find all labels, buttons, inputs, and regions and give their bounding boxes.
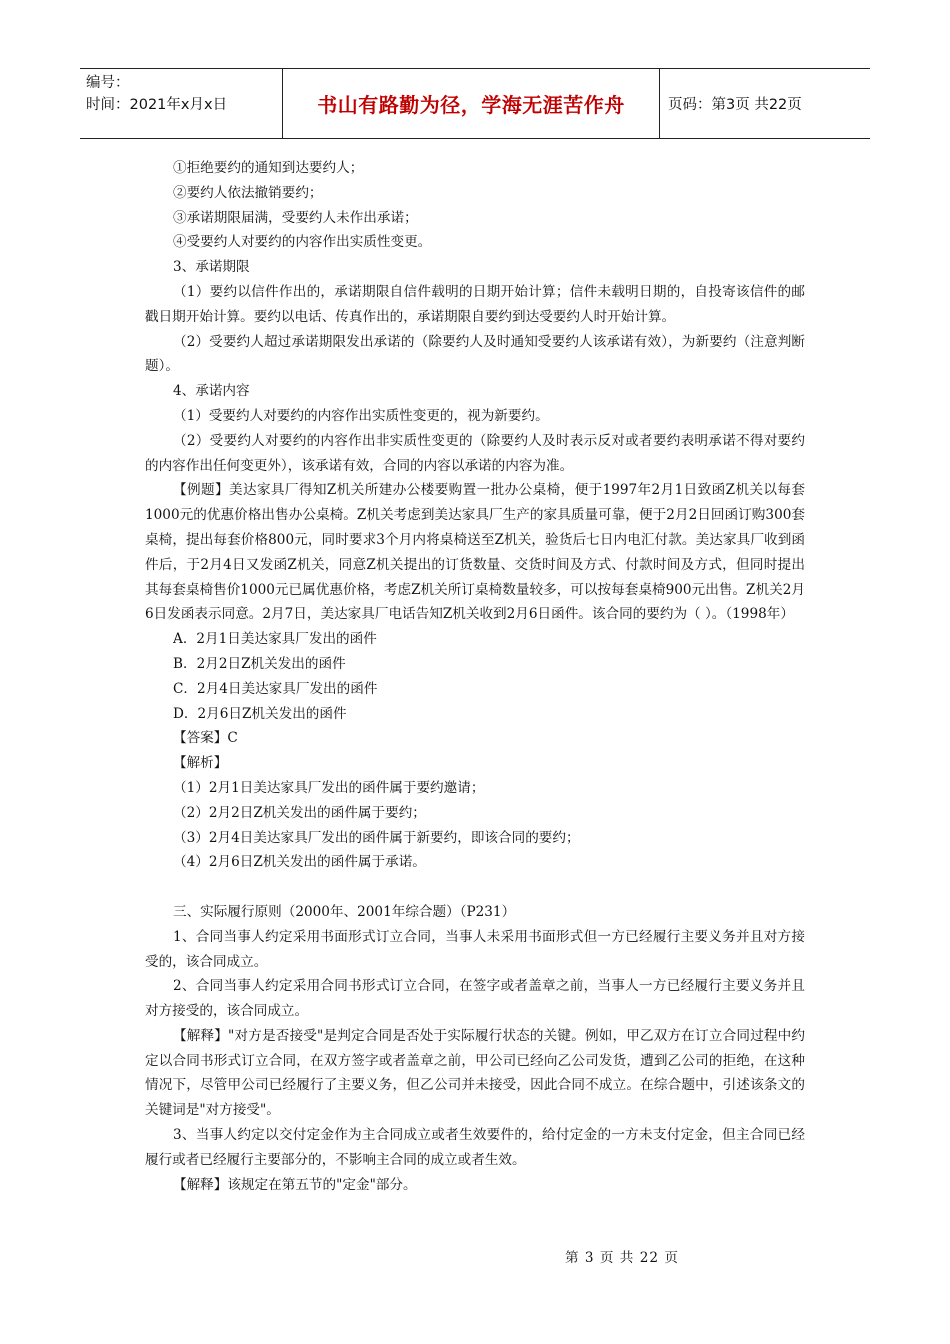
paragraph: 1、合同当事人约定采用书面形式订立合同，当事人未采用书面形式但一方已经履行主要义务并且对方接受的，该合同成立。	[145, 928, 805, 970]
document-body	[145, 156, 805, 1197]
page-footer: 第 3 页 共 22 页	[565, 1250, 679, 1266]
section-heading: 4、承诺内容	[173, 383, 250, 400]
option-b: B．2月2日Z机关发出的函件	[173, 655, 346, 672]
paragraph: ④受要约人对要约的内容作出实质性变更。	[173, 234, 432, 251]
header-meta	[80, 69, 283, 138]
option-a: A．2月1日美达家具厂发出的函件	[173, 631, 377, 648]
paragraph: ②要约人依法撤销要约；	[173, 184, 323, 201]
paragraph: ①拒绝要约的通知到达要约人；	[173, 160, 364, 176]
explanation: 【解释】"对方是否接受"是判定合同是否处于实际履行状态的关键。例如，甲乙双方在订立合同过程中约定以合同书形式订立合同，在双方签字或者盖章之前，甲公司已经向乙公司发货，遭到乙公司的拒绝，在这种情况下，尽管甲公司已经履行了主要义务，但乙公司并未接受，因此合同不成立。在综合题中，引述该条文的关键词是"对方接受"。	[145, 1027, 805, 1119]
analysis-item: （1）2月1日美达家具厂发出的函件属于要约邀请；	[173, 779, 485, 796]
paragraph: 2、合同当事人约定采用合同书形式订立合同，在签字或者盖章之前，当事人一方已经履行主要义务并且对方接受的，该合同成立。	[145, 978, 805, 1020]
answer: 【答案】C	[173, 730, 238, 747]
paragraph: （1）受要约人对要约的内容作出实质性变更的，视为新要约。	[173, 407, 549, 424]
analysis-item: （3）2月4日美达家具厂发出的函件属于新要约，即该合同的要约；	[173, 829, 580, 846]
paragraph: ③承诺期限届满，受要约人未作出承诺；	[173, 209, 418, 226]
analysis-heading: 【解析】	[173, 755, 228, 772]
option-d: D．2月6日Z机关发出的函件	[173, 705, 347, 722]
analysis-item: （4）2月6日Z机关发出的函件属于承诺。	[173, 854, 426, 871]
section-heading: 三、实际履行原则（2000年、2001年综合题）（P231）	[173, 903, 516, 920]
page-header	[80, 68, 870, 139]
paragraph: （1）要约以信件作出的，承诺期限自信件载明的日期开始计算；信件未载明日期的，自投寄该信件的邮戳日期开始计算。要约以电话、传真作出的，承诺期限自要约到达受要约人时开始计算。	[145, 283, 805, 325]
option-c: C．2月4日美达家具厂发出的函件	[173, 680, 378, 697]
section-heading: 3、承诺期限	[173, 259, 250, 276]
document-number-label: 编号：	[86, 75, 130, 91]
paragraph: （2）受要约人超过承诺期限发出承诺的（除要约人及时通知受要约人该承诺有效），为新要约（注意判断题）。	[145, 333, 805, 375]
paragraph: （2）受要约人对要约的内容作出非实质性变更的（除要约人及时表示反对或者要约表明承诺不得对要约的内容作出任何变更外），该承诺有效，合同的内容以承诺的内容为准。	[145, 432, 805, 474]
header-page-info: 页码：第3页 共22页	[668, 97, 802, 113]
paragraph: 3、当事人约定以交付定金作为主合同成立或者生效要件的，给付定金的一方未支付定金，但主合同已经履行或者已经履行主要部分的，不影响主合同的成立或者生效。	[145, 1127, 805, 1168]
example-question: 【例题】美达家具厂得知Z机关所建办公楼要购置一批办公桌椅，便于1997年2月1日致函Z机关以每套1000元的优惠价格出售办公桌椅。Z机关考虑到美达家具厂生产的家具质量可靠，便于2月2日回函订购300套桌椅，提出每套价格800元，同时要求3个月内将桌椅送至Z机关，验货后七日内电汇付款。美达家具厂收到函件后，于2月4日又发函Z机关，同意Z机关提出的订货数量、交货时间及方式、付款时间及方式，但同时提出其每套桌椅售价1000元已属优惠价格，考虑Z机关所订桌椅数量较多，可以按每套桌椅900元出售。Z机关2月6日发函表示同意。2月7日，美达家具厂电话告知Z机关收到2月6日函件。该合同的要约为（ ）。（1998年）	[145, 482, 805, 623]
explanation: 【解释】该规定在第五节的"定金"部分。	[173, 1176, 417, 1193]
document-time-label: 时间：2021年x月x日	[86, 97, 228, 113]
header-motto: 书山有路勤为径，学海无涯苦作舟	[283, 69, 660, 138]
analysis-item: （2）2月2日Z机关发出的函件属于要约；	[173, 804, 426, 821]
